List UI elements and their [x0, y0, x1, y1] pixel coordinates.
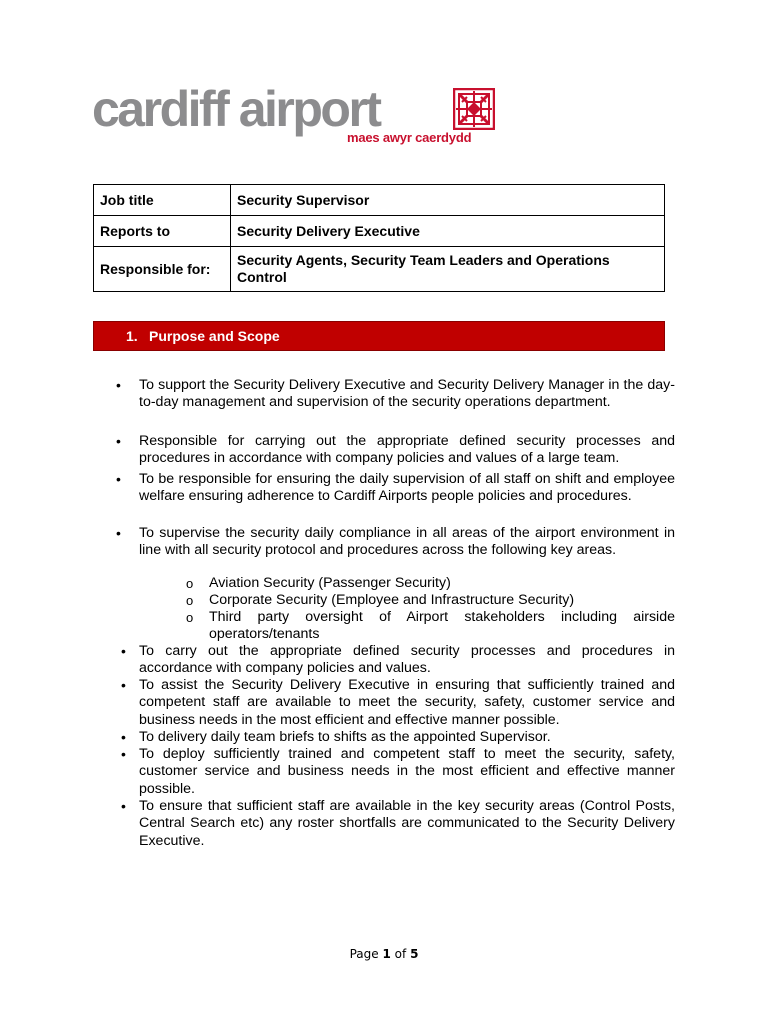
bullet-icon: • [121, 729, 126, 745]
sub-bullet-icon: o [186, 610, 194, 625]
sub-bullet-icon: o [186, 576, 194, 591]
bullet-text: To supervise the security daily compliance in all areas of the airport environment in line with all security protocol and procedures across the following key areas. [139, 525, 675, 559]
bullet-icon: • [121, 746, 126, 762]
bullet-icon: • [121, 643, 126, 659]
sub-bullet-text: Corporate Security (Employee and Infrastructure Security) [209, 592, 575, 608]
bullet-icon: • [116, 525, 121, 541]
job-title-value: Security Supervisor [231, 185, 665, 216]
sub-bullet-text: Aviation Security (Passenger Security) [209, 575, 451, 591]
reports-to-label: Reports to [94, 216, 231, 247]
sub-bullet-text: Third party oversight of Airport stakeholders including airside operators/tenants [209, 609, 675, 643]
bullet-icon: • [116, 377, 121, 393]
bullet-icon: • [116, 433, 121, 449]
bullet-text: To assist the Security Delivery Executive in ensuring that sufficiently trained and competent staff are available to meet the security, safety, customer service and business needs in the most efficient and effective manner possible. [139, 677, 675, 728]
table-row [94, 216, 665, 247]
page-current: 1 [382, 947, 391, 961]
bullet-text: To be responsible for ensuring the daily supervision of all staff on shift and employee welfare ensuring adherence to Cardiff Airports people policies and procedures. [139, 471, 675, 505]
bullet-text: To delivery daily team briefs to shifts as the appointed Supervisor. [139, 729, 551, 745]
bullet-icon: • [116, 471, 121, 487]
logo-wordmark: cardiff airport [92, 81, 380, 137]
table-row [94, 185, 665, 216]
bullet-text: To carry out the appropriate defined security processes and procedures in accordance with company policies and values. [139, 643, 675, 677]
reports-to-value: Security Delivery Executive [231, 216, 665, 247]
logo-tagline: maes awyr caerdydd [347, 130, 472, 145]
responsible-for-value: Security Agents, Security Team Leaders and Operations Control [231, 247, 665, 292]
page-footer [0, 947, 768, 961]
section-heading-purpose-and-scope [93, 321, 665, 351]
job-title-label: Job title [94, 185, 231, 216]
bullet-text: To deploy sufficiently trained and competent staff to meet the security, safety, customer service and business needs in the most efficient and effective manner possible. [139, 746, 675, 797]
cardiff-airport-logo [92, 82, 512, 148]
table-row [94, 247, 665, 292]
bullet-text: To ensure that sufficient staff are available in the key security areas (Control Posts, Central Search etc) any roster shortfalls are communicated to the Security Delivery Executive. [139, 798, 675, 849]
sub-bullet-icon: o [186, 593, 194, 608]
responsible-for-label: Responsible for: [94, 247, 231, 292]
section-number: 1. [126, 328, 138, 344]
bullet-text: Responsible for carrying out the appropriate defined security processes and procedures in accordance with company policies and values of a large team. [139, 433, 675, 467]
page-separator: of [394, 947, 407, 961]
bullet-icon: • [121, 798, 126, 814]
celtic-knot-logo-icon [453, 88, 495, 130]
page-total: 5 [410, 947, 419, 961]
bullet-icon: • [121, 677, 126, 693]
page-label: Page [349, 947, 379, 961]
bullet-text: To support the Security Delivery Executive and Security Delivery Manager in the day-to-day management and supervision of the security operations department. [139, 377, 675, 411]
job-details-table [93, 184, 665, 292]
section-title: Purpose and Scope [149, 328, 280, 344]
